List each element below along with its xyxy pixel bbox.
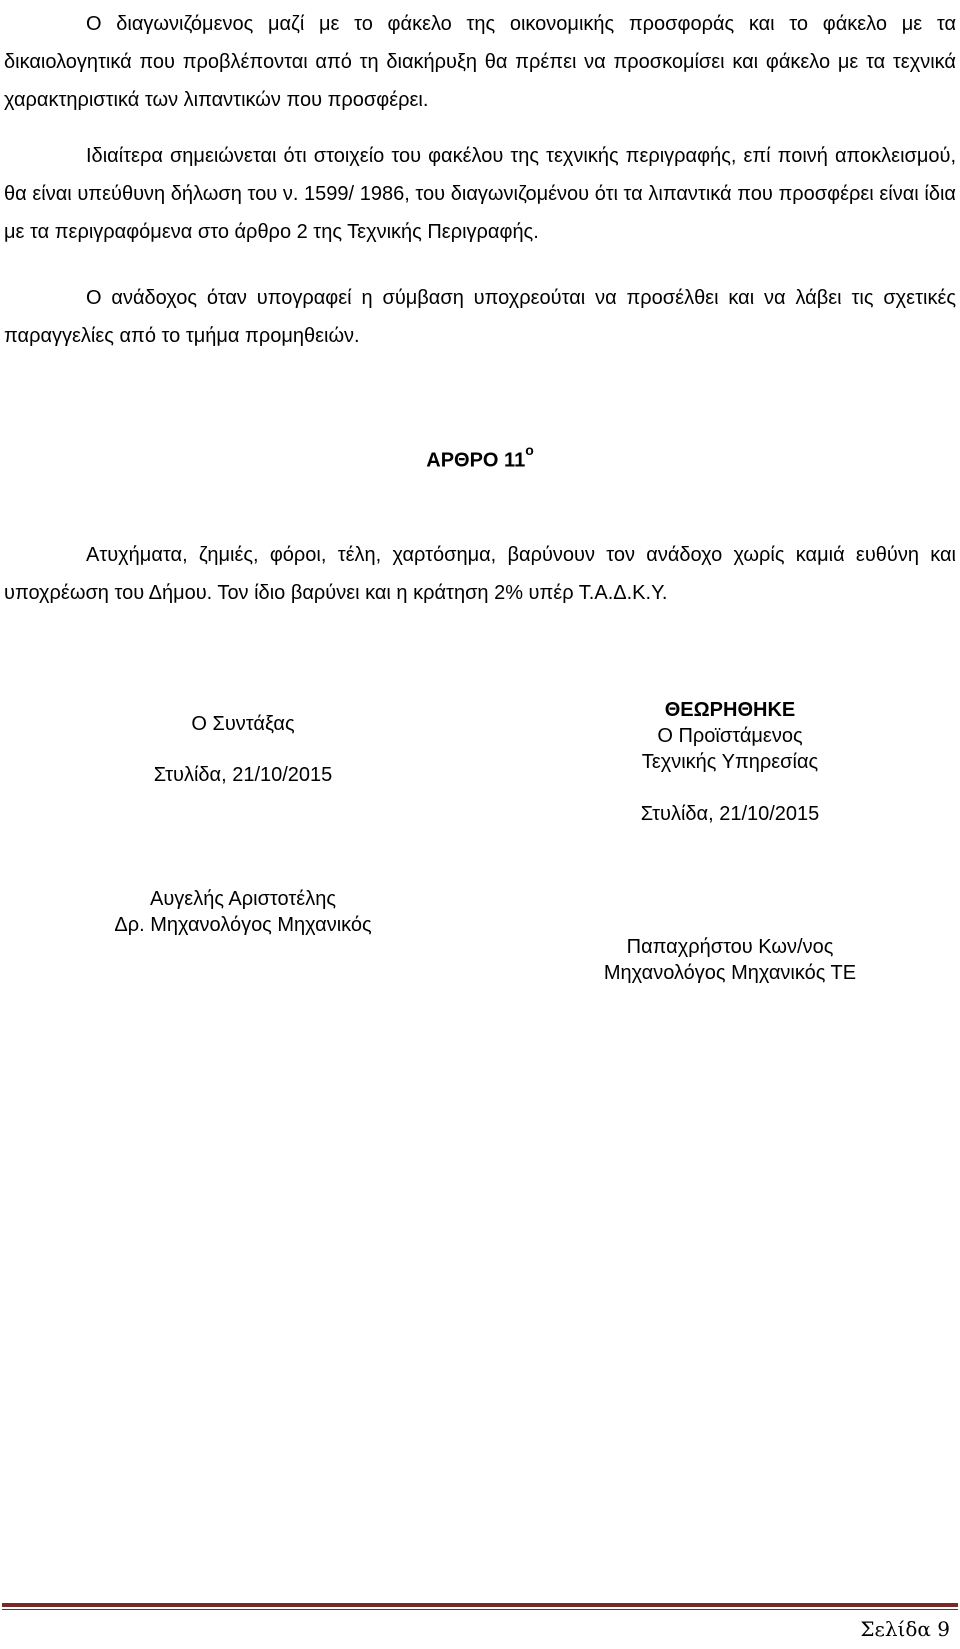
footer-rule-thick — [2, 1603, 958, 1607]
right-signature-approved: ΘΕΩΡΗΘΗΚΕ — [664, 699, 796, 721]
right-signature-title: Μηχανολόγος Μηχανικός ΤΕ — [603, 962, 857, 984]
body-paragraph-1: Ο διαγωνιζόμενος μαζί με το φάκελο της οικονομικής προσφοράς και το φάκελο με τα δικαιολογητικά που προβλέπονται από τη διακήρυξη θα πρέπει να προσκομίσει και φάκελο με τα τεχνικά χαρακτηριστικά των λιπαντικών που προσφέρει. — [4, 13, 956, 111]
article-paragraph: Ατυχήματα, ζημιές, φόροι, τέλη, χαρτόσημα, βαρύνουν τον ανάδοχο χωρίς καμιά ευθύνη και υποχρέωση του Δήμου. Τον ίδιο βαρύνει και η κράτηση 2% υπέρ Τ.Α.Δ.Κ.Υ. — [4, 544, 956, 604]
left-signature-role: Ο Συντάξας — [191, 713, 295, 735]
right-signature-name: Παπαχρήστου Κων/νος — [626, 936, 834, 958]
body-paragraph-2: Ιδιαίτερα σημειώνεται ότι στοιχείο του φακέλου της τεχνικής περιγραφής, επί ποινή αποκλεισμού, θα είναι υπεύθυνη δήλωση του ν. 1599/ 1986, του διαγωνιζομένου ότι τα λιπαντικά που προσφέρει είναι ίδια με τα περιγραφόμενα στο άρθρο 2 της Τεχνικής Περιγραφής. — [4, 145, 956, 243]
left-signature-place-date: Στυλίδα, 21/10/2015 — [153, 764, 333, 786]
right-signature-place-date: Στυλίδα, 21/10/2015 — [640, 803, 820, 825]
left-signature-name: Αυγελής Αριστοτέλης — [150, 888, 336, 910]
article-heading-text: ΑΡΘΡΟ 11 — [426, 449, 526, 472]
left-signature-title: Δρ. Μηχανολόγος Μηχανικός — [114, 914, 372, 936]
article-heading — [0, 442, 960, 473]
article-heading-ordinal: ο — [525, 442, 534, 458]
right-signature-role-line2: Τεχνικής Υπηρεσίας — [641, 751, 819, 773]
page-number: Σελίδα 9 — [860, 1617, 950, 1641]
footer-rule-thin — [2, 1609, 958, 1610]
right-signature-role-line1: Ο Προϊστάμενος — [657, 725, 803, 747]
body-paragraph-3: Ο ανάδοχος όταν υπογραφεί η σύμβαση υποχρεούται να προσέλθει και να λάβει τις σχετικές παραγγελίες από το τμήμα προμηθειών. — [4, 287, 956, 347]
